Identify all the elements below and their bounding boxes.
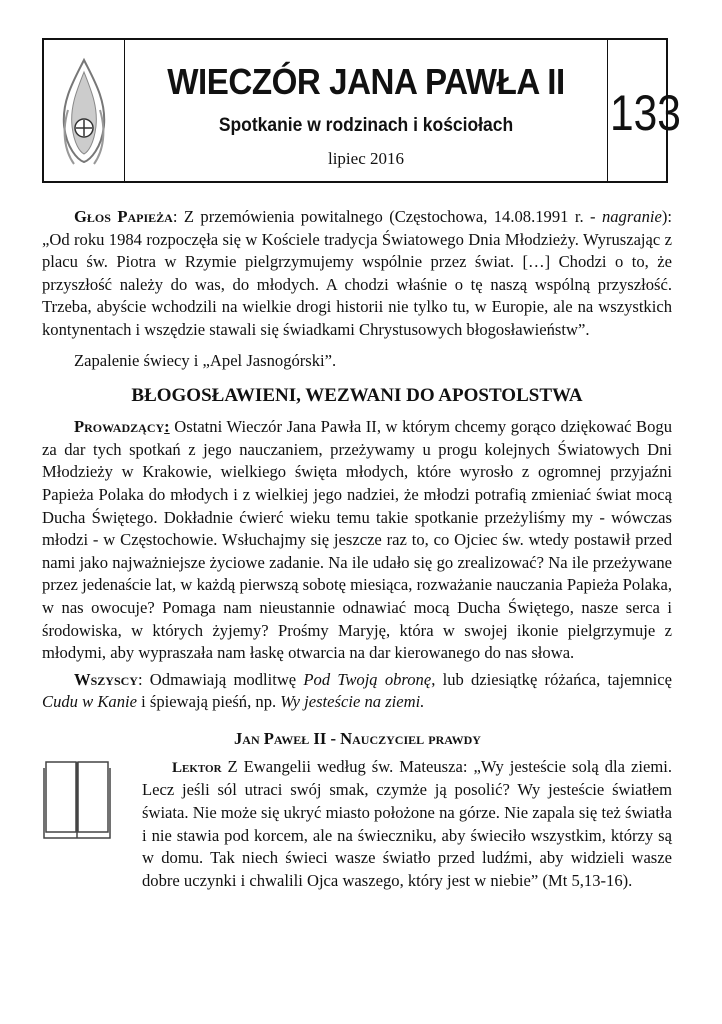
open-book-icon [42,758,122,844]
bulletin-subtitle: Spotkanie w rodzinach i kościołach [218,115,514,136]
lektor-block [42,728,672,893]
header-box [42,38,681,183]
nagranie-label: nagranie [601,207,662,226]
logo-cell [44,40,124,181]
wszyscy-label: Wszyscy [74,669,138,689]
bulletin-date: lipiec 2016 [327,149,404,168]
glos-papieza-paragraph: Głos Papieża: Z przemówienia powitalnego (Częstochowa, 14.08.1991 r. - nagranie): „Od roku 1984 rozpoczęła się w Kościele tradycja Światowego Dnia Młodzieży. Wyruszając z placu św. Piotra w Rzymie pielgrzymujemy wspólnie przez świat. […] Chodzi o to, że przyszłość należy do was, do młodych. A chodzi właśnie o tę naszą wspólną przyszłość. Trzeba, abyście wchodzili na wielkie drogi historii nie tylko tu, w Europie, ale na wszystkich kontynentach i wszędzie stawali się świadkami Chrystusowych błogosławieństw”. [42,207,672,339]
lektor-label: Lektor [172,759,222,776]
candle-logo-icon [44,40,124,181]
issue-number: 133 [610,85,681,141]
bulletin-title: WIECZÓR JANA PAWŁA II [167,61,565,102]
page-content [42,206,672,892]
book-figure [42,758,122,844]
title-cell [124,40,608,181]
lektor-paragraph: Lektor Z Ewangelii według św. Mateusza: „Wy jesteście solą dla ziemi. Lecz jeśli sól utraci swój smak, czymże ją posolić? Wy jesteście światłem świata. Nie może się ukryć miasto położone na górze. Nie zapala się też światła i nie stawia pod korcem, ale na świeczniku, aby świeciło wszystkim, którzy są w domu. Tak niech świeci wasze światło przed ludźmi, aby widzieli wasze dobre uczynki i chwalili Ojca waszego, który jest w niebie” (Mt 5,13-16). [142,756,672,890]
glos-label: Głos Papieża [74,207,173,226]
prowadzacy-label: Prowadzący: [74,417,170,437]
section-heading-blogoslawieni: BŁOGOSŁAWIENI, WEZWANI DO APOSTOLSTWA [131,385,583,407]
wszyscy-paragraph: Wszyscy: Odmawiają modlitwę Pod Twoją obronę, lub dziesiątkę różańca, tajemnicę Cudu w Kanie i śpiewają pieśń, np. Wy jesteście na ziemi. [42,669,672,712]
lektor-text [42,756,672,893]
issue-cell [608,40,681,181]
section-heading-nauczyciel: Jan Paweł II - Nauczyciel prawdy [234,728,481,748]
prowadzacy-paragraph: Prowadzący: Ostatni Wieczór Jana Pawła II, w którym chcemy gorąco dziękować Bogu za dar tych spotkań z jego nauczaniem, przeżywamy u progu kolejnych Światowych Dni Młodzieży w Krakowie, wielkiego święta młodych, które wyrosło z ogromnej przyjaźni Papieża Polaka do młodych i z wielkiej jego nadziei, że młodzi potrafią zmieniać świat mocą Ducha Świętego. Dokładnie ćwierć wieku temu takie spotkanie przeżyliśmy my - wówczas młodzi - w Częstochowie. Wsłuchajmy się jeszcze raz to, co Ojciec św. wtedy postawił przed nami jako najważniejsze życiowe zadanie. Na ile udało się go zrealizować? Na ile przeżywane przez jedenaście lat, w każdą pierwszą sobotę miesiąca, rozważanie nauczania Papieża Polaka, w nas owocuje? Pomaga nam nieustannie odnawiać mocą Ducha Świętego, nasze serca i środowiska, w których żyjemy? Prośmy Maryję, która w swojej ikonie pielgrzymuje z młodymi, aby wypraszała nam łaskę otwarcia na dar kierowanego do nas słowa. [42,417,672,663]
apel-paragraph: Zapalenie świecy i „Apel Jasnogórski”. [74,350,337,370]
